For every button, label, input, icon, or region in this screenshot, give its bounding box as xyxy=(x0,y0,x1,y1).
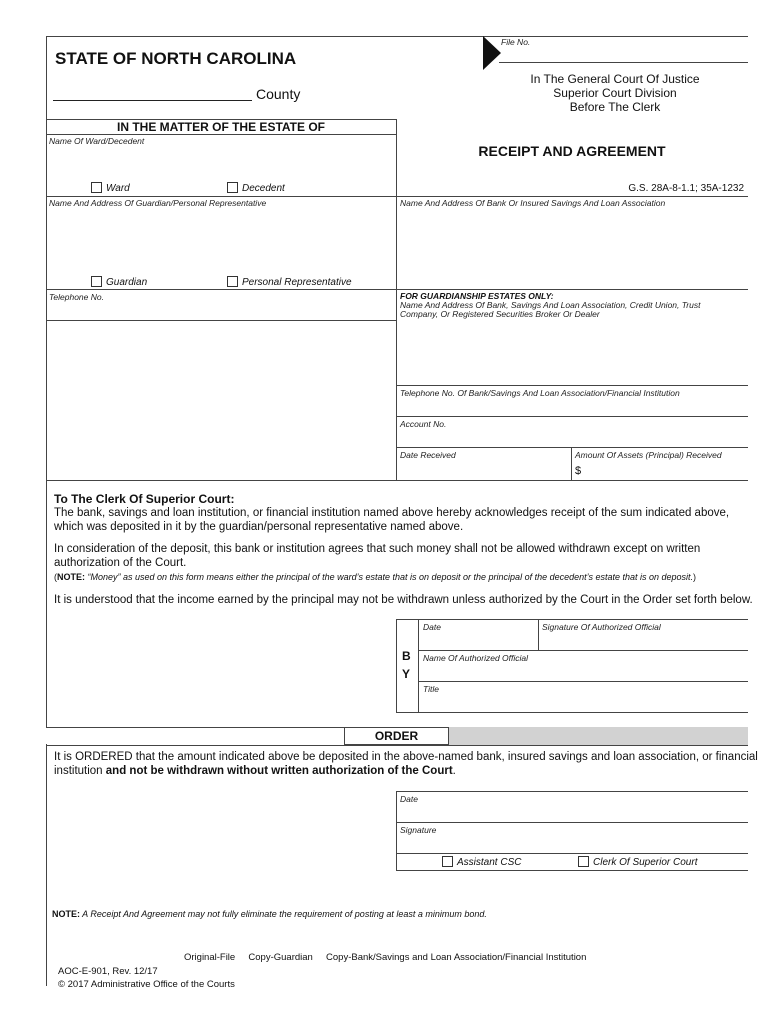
court-line-1: In The General Court Of Justice xyxy=(530,72,700,86)
center-divider xyxy=(396,119,397,481)
bank-telephone-label: Telephone No. Of Bank/Savings And Loan Association/Financial Institution xyxy=(400,388,680,398)
note-line xyxy=(54,572,696,582)
by-title-label: Title xyxy=(423,684,439,694)
order-date-top xyxy=(396,791,748,792)
order-bottom xyxy=(396,870,748,871)
form-number: AOC-E-901, Rev. 12/17 xyxy=(58,966,158,977)
by-letter-b: B xyxy=(402,649,411,663)
guardianship-desc-2: Company, Or Registered Securities Broker Or Dealer xyxy=(400,309,600,319)
decedent-label: Decedent xyxy=(242,183,285,194)
ward-checkbox[interactable] xyxy=(91,182,102,193)
note-close: ) xyxy=(693,572,697,582)
note-open: ( xyxy=(54,572,57,582)
by-letter-y: Y xyxy=(402,667,411,681)
order-sig-left xyxy=(396,791,397,871)
para2-line1: In consideration of the deposit, this bank or institution agrees that such money shall not be allowed withdrawn except on written xyxy=(54,543,701,555)
personal-rep-checkbox[interactable] xyxy=(227,276,238,287)
order-line2-end: . xyxy=(452,765,456,777)
top-border-left xyxy=(46,36,483,37)
distribution-line: Original-File Copy-Guardian Copy-Bank/Savings and Loan Association/Financial Institution xyxy=(184,952,587,963)
order-line2-plain: institution xyxy=(54,765,106,777)
file-no-field[interactable] xyxy=(499,62,748,63)
court-line-3: Before The Clerk xyxy=(569,100,661,114)
by-signature-label: Signature Of Authorized Official xyxy=(542,622,661,632)
para1-line2: which was deposited in it by the guardian/personal representative named above. xyxy=(54,521,464,533)
clerk-label: Clerk Of Superior Court xyxy=(593,857,698,868)
note-bold: NOTE: xyxy=(57,572,85,582)
state-title: STATE OF NORTH CAROLINA xyxy=(55,49,297,68)
by-top xyxy=(396,619,748,620)
order-date-label: Date xyxy=(400,794,418,804)
footer-note-text: A Receipt And Agreement may not fully eliminate the requirement of posting at least a minimum bond. xyxy=(80,909,487,919)
by-date-label: Date xyxy=(423,622,441,632)
order-bar-right xyxy=(449,727,748,745)
left-border-top xyxy=(46,36,47,986)
grid-bottom-border xyxy=(46,480,748,481)
statute-ref: G.S. 28A-8-1.1; 35A-1232 xyxy=(628,183,744,194)
by-left xyxy=(396,619,397,712)
order-line2-bold: and not be withdrawn without written authorization of the Court xyxy=(105,765,453,777)
county-field[interactable] xyxy=(53,100,252,101)
order-bar-left xyxy=(46,728,344,744)
court-line-2: Superior Court Division xyxy=(553,86,677,100)
note-text: “Money” as used on this form means either the principal of the ward’s estate that is on deposit or the principal of the decedent’s estate that is on deposit. xyxy=(85,572,694,582)
order-signature-top xyxy=(396,822,748,823)
order-signature-label: Signature xyxy=(400,825,437,835)
ward-name-label: Name Of Ward/Decedent xyxy=(49,136,145,146)
personal-rep-label: Personal Representative xyxy=(242,277,352,288)
left-telephone-divider xyxy=(46,320,396,321)
decedent-checkbox[interactable] xyxy=(227,182,238,193)
amount-label: Amount Of Assets (Principal) Received xyxy=(575,450,722,460)
by-inner-left xyxy=(418,619,419,712)
telephone-label: Telephone No. xyxy=(49,292,104,302)
by-bottom xyxy=(396,712,748,713)
matter-title: IN THE MATTER OF THE ESTATE OF xyxy=(117,120,325,134)
guardian-checkbox[interactable] xyxy=(91,276,102,287)
amount-divider xyxy=(571,447,572,481)
para2-line2: authorization of the Court. xyxy=(54,557,187,569)
file-no-label: File No. xyxy=(501,37,531,47)
to-clerk-heading: To The Clerk Of Superior Court: xyxy=(54,492,235,506)
dollar-sign: $ xyxy=(575,465,582,477)
assistant-csc-label: Assistant CSC xyxy=(457,857,522,868)
by-sig-divider xyxy=(538,619,539,650)
para3: It is understood that the income earned by the principal may not be withdrawn unless authorized by the Court in the Order set forth below. xyxy=(54,594,753,606)
order-checkbox-row-top xyxy=(396,853,748,854)
order-text-line1: It is ORDERED that the amount indicated above be deposited in the above-named bank, insured savings and loan association, or financial xyxy=(54,751,758,763)
assistant-csc-checkbox[interactable] xyxy=(442,856,453,867)
account-divider xyxy=(396,416,748,417)
copyright: © 2017 Administrative Office of the Courts xyxy=(58,979,235,990)
account-label: Account No. xyxy=(400,419,447,429)
guardianship-only: FOR GUARDIANSHIP ESTATES ONLY: xyxy=(400,291,554,301)
para1-line1: The bank, savings and loan institution, or financial institution named above hereby acknowledges receipt of the sum indicated above, xyxy=(54,507,730,519)
guardian-address-label: Name And Address Of Guardian/Personal Representative xyxy=(49,198,267,208)
county-label: County xyxy=(256,86,301,102)
clerk-checkbox[interactable] xyxy=(578,856,589,867)
date-received-label: Date Received xyxy=(400,450,456,460)
file-no-triangle xyxy=(483,36,503,70)
date-received-divider xyxy=(396,447,748,448)
by-row-1 xyxy=(418,650,748,651)
guardianship-desc-1: Name And Address Of Bank, Savings And Loan Association, Credit Union, Trust xyxy=(400,300,701,310)
by-name-label: Name Of Authorized Official xyxy=(423,653,529,663)
form-title: RECEIPT AND AGREEMENT xyxy=(478,143,666,159)
order-text-line2 xyxy=(54,765,456,777)
footer-note-bold: NOTE: xyxy=(52,909,80,919)
row-divider-1 xyxy=(46,196,748,197)
row-divider-2 xyxy=(46,289,748,290)
order-bottom-rule xyxy=(46,745,748,746)
ward-label: Ward xyxy=(106,183,130,194)
bank-address-label: Name And Address Of Bank Or Insured Savings And Loan Association xyxy=(400,198,666,208)
matter-title-underline xyxy=(46,134,396,135)
by-row-2 xyxy=(418,681,748,682)
guardian-label: Guardian xyxy=(106,277,148,288)
bank-phone-divider xyxy=(396,385,748,386)
footer-note xyxy=(52,909,487,919)
order-title: ORDER xyxy=(374,729,419,743)
